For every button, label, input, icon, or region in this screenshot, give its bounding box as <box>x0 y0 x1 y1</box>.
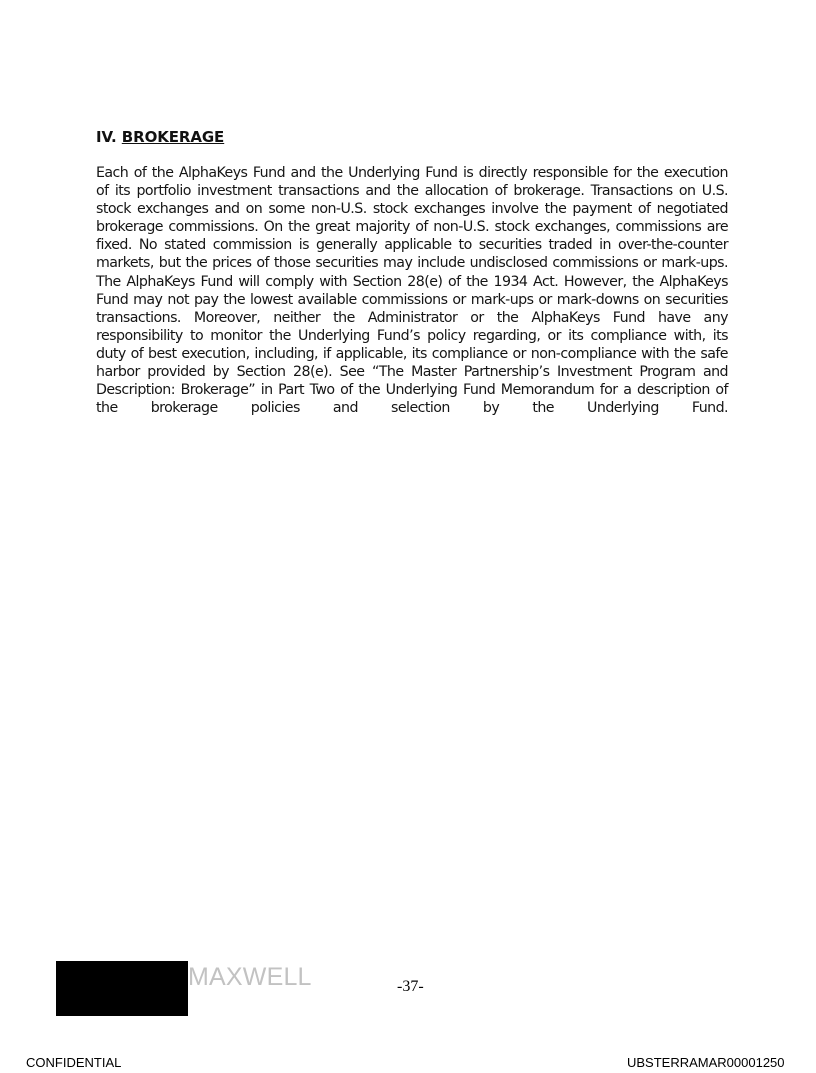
redaction-block <box>56 961 188 1016</box>
maxwell-stamp: MAXWELL <box>188 963 312 991</box>
page-number: -37- <box>397 978 424 995</box>
section-title: BROKERAGE <box>121 128 225 146</box>
section-body-paragraph: Each of the AlphaKeys Fund and the Underlying Fund is directly responsible for the execution of its portfolio investment transactions and the allocation of brokerage. Transactions on U.S. stock exchanges and on some non-U.S. stock exchanges involve the payment of negotiated brokerage commissions. On the great majority of non-U.S. stock exchanges, commissions are fixed. No stated commission is generally applicable to securities traded in over-the-counter markets, but the prices of those securities may include undisclosed commissions or mark-ups. The AlphaKeys Fund will comply with Section 28(e) of the 1934 Act. However, the AlphaKeys Fund may not pay the lowest available commissions or mark-ups or mark-downs on securities transactions. Moreover, neither the Administrator or the AlphaKeys Fund have any responsibility to monitor the Underlying Fund’s policy regarding, or its compliance with, its duty of best execution, including, if applicable, its compliance or non-compliance with the safe harbor provided by Section 28(e). See “The Master Partnership’s Investment Program and Description: Brokerage” in Part Two of the Underlying Fund Memorandum for a description of the brokerage policies and selection by the Underlying Fund. <box>96 165 728 417</box>
bates-number: UBSTERRAMAR00001250 <box>627 1055 785 1070</box>
confidential-label: CONFIDENTIAL <box>26 1055 122 1070</box>
section-heading <box>96 128 224 146</box>
section-number: IV. <box>96 128 117 146</box>
